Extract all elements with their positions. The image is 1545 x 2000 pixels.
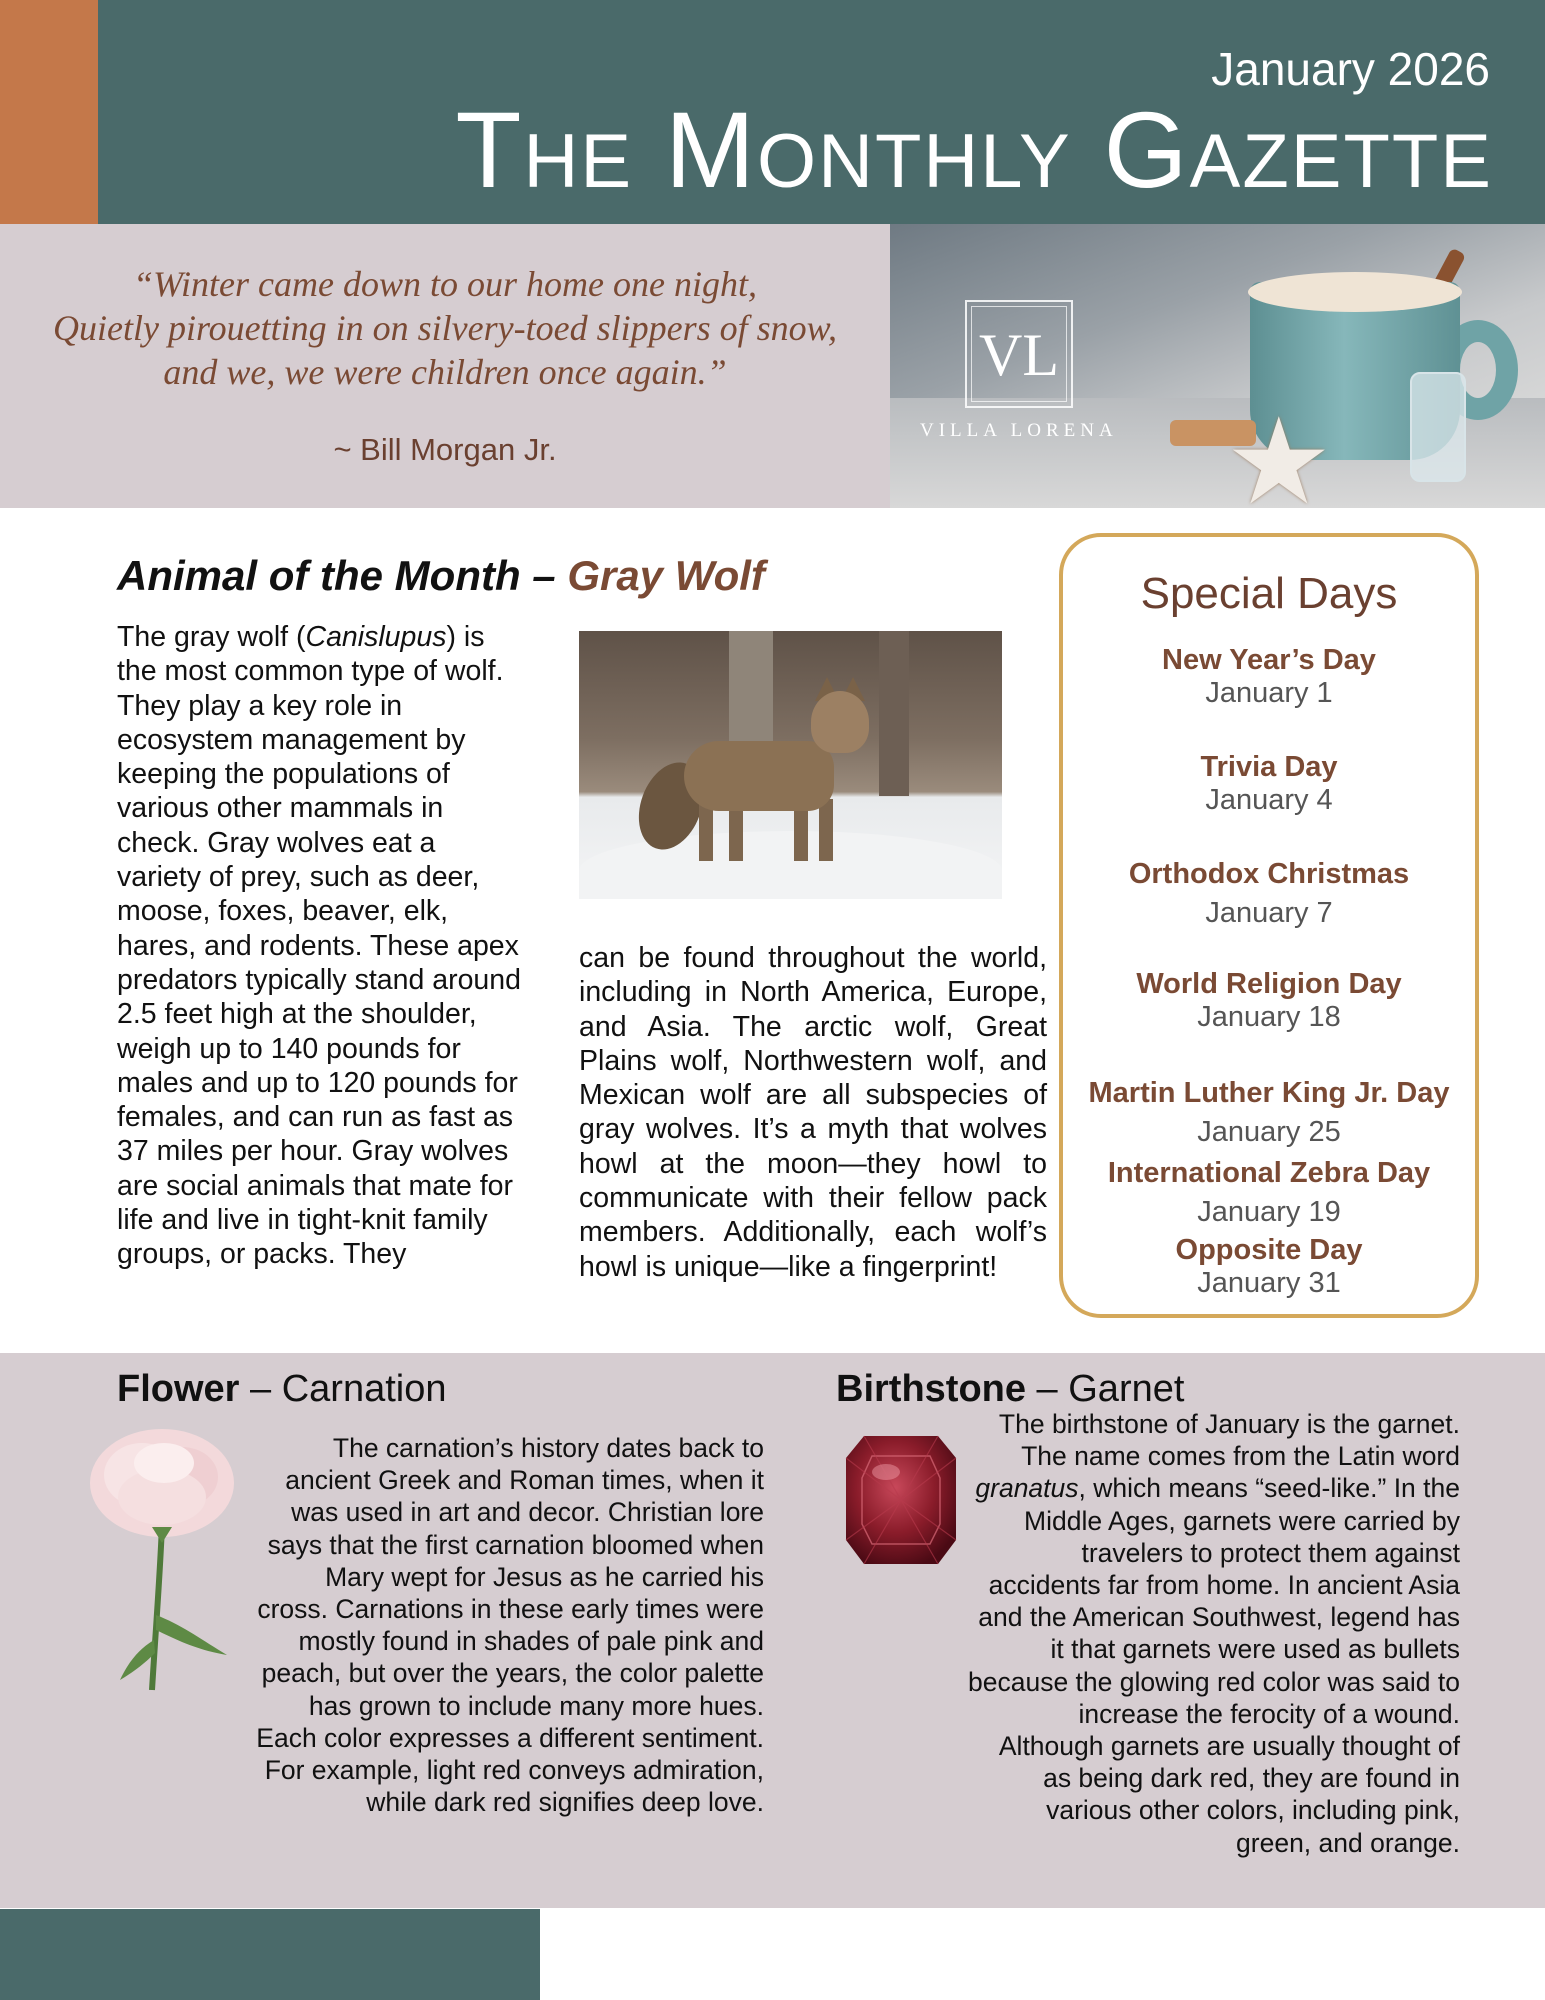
special-day-item [1063, 968, 1475, 1034]
quote-text [30, 262, 860, 394]
flower-name: – Carnation [239, 1368, 447, 1410]
mug-foam [1248, 272, 1462, 312]
garnet-gem-icon [842, 1428, 960, 1572]
special-day-date: January 25 [1197, 1116, 1341, 1148]
villa-lorena-logo [965, 300, 1073, 408]
quote-line: and we, we were children once again.” [163, 352, 727, 392]
wolf-leg [819, 799, 833, 861]
animal-text-column-2: can be found throughout the world, including in North America, Europe, and Asia. The arctic wolf, Great Plains wolf, Northwestern wolf, and Mexican wolf are all subspecies of gray wolves. It’s a myth that wolves howl at the moon—they howl to communicate with their fellow pack members. Additionally, each wolf’s howl is unique—like a fingerprint! [579, 942, 1047, 1283]
newsletter-title: The Monthly Gazette [455, 89, 1493, 210]
flower-label: Flower [117, 1368, 240, 1410]
special-day-item [1063, 1234, 1475, 1300]
animal-text-part: The gray wolf ( [117, 621, 306, 653]
footer-accent-block [0, 1909, 540, 2000]
special-day-name: New Year’s Day [1162, 644, 1376, 676]
animal-heading [117, 552, 765, 600]
birthstone-label: Birthstone [836, 1368, 1026, 1410]
quote-line: “Winter came down to our home one night, [133, 264, 757, 304]
birthstone-text [968, 1408, 1460, 1859]
special-days-title: Special Days [1140, 569, 1398, 618]
quote-section [0, 224, 890, 508]
special-day-item [1063, 1157, 1475, 1229]
hot-cocoa-photo [890, 224, 1545, 508]
snow-jar [1410, 372, 1466, 482]
animal-heading-prefix: Animal of the Month – [117, 552, 568, 599]
special-day-date: January 19 [1197, 1196, 1341, 1228]
special-day-item [1063, 644, 1475, 710]
special-day-date: January 7 [1205, 897, 1333, 929]
wolf-body [684, 741, 834, 811]
quote-line: Quietly pirouetting in on silvery-toed slippers of snow, [53, 308, 837, 348]
animal-heading-name: Gray Wolf [567, 552, 765, 599]
flower-text: The carnation’s history dates back to ancient Greek and Roman times, when it was used in art and decor. Christian lore says that the first carnation bloomed when Mary wept for Jesus as he carried his cross. Carnations in these early times were mostly found in shades of pale pink and peach, but over the years, the color palette has grown to include many more hues. Each color expresses a different sentiment. For example, light red conveys admiration, while dark red signifies deep love. [256, 1433, 764, 1818]
snow-mound [579, 831, 1002, 899]
issue-date: January 2026 [1211, 43, 1490, 95]
scientific-name: Canislupus [305, 621, 447, 653]
special-day-name: Martin Luther King Jr. Day [1088, 1077, 1450, 1109]
star-cookie-icon: ★ [1225, 395, 1333, 508]
gray-wolf-photo [579, 631, 1002, 899]
birthstone-text-part: , which means “seed-like.” In the Middle Ages, garnets were carried by travelers to protect them against accidents far from home. In ancient Asia and the American Southwest, legend has it that garnets were used as bullets because the glowing red color was said to increase the ferocity of a wound. Although garnets are usually thought of as being dark red, they are found in various other colors, including pink, green, and orange. [968, 1473, 1461, 1858]
birthstone-name: – Garnet [1026, 1368, 1185, 1410]
special-day-date: January 1 [1205, 677, 1333, 709]
quote-author: ~ Bill Morgan Jr. [333, 432, 557, 467]
animal-text-column-1 [117, 620, 522, 1272]
logo-monogram: VL [971, 306, 1067, 402]
special-day-date: January 18 [1197, 1001, 1341, 1033]
logo-name: VILLA LORENA [920, 420, 1118, 441]
birthstone-text-part: The birthstone of January is the garnet. The name comes from the Latin word [998, 1409, 1460, 1472]
carnation-flower-icon [82, 1425, 242, 1693]
special-day-date: January 31 [1197, 1267, 1341, 1299]
special-day-date: January 4 [1205, 784, 1333, 816]
special-days-box [1059, 533, 1479, 1318]
special-day-item [1063, 858, 1475, 930]
header-accent-block [0, 0, 98, 224]
header-band [98, 0, 1545, 224]
latin-word: granatus [975, 1473, 1079, 1504]
wolf-head [811, 691, 869, 753]
birthstone-heading [836, 1368, 1184, 1411]
flower-heading [117, 1368, 446, 1411]
special-day-name: World Religion Day [1136, 968, 1402, 1000]
special-day-name: Trivia Day [1200, 751, 1338, 783]
special-day-name: Orthodox Christmas [1128, 858, 1410, 890]
animal-text-part: ) is the most common type of wolf. They play a key role in ecosystem management by keeping the populations of various other mammals in check. Gray wolves eat a variety of prey, such as deer, moose, foxes, beaver, elk, hares, and rodents. These apex predators typically stand around 2.5 feet high at the shoulder, weigh up to 140 pounds for males and up to 120 pounds for females, and can run as fast as 37 miles per hour. Gray wolves are social animals that mate for life and live in tight-knit family groups, or packs. They [117, 621, 521, 1271]
special-day-name: International Zebra Day [1107, 1157, 1431, 1189]
special-day-item [1063, 751, 1475, 817]
special-day-item [1063, 1077, 1475, 1149]
tree-trunk [879, 631, 909, 796]
special-day-name: Opposite Day [1175, 1234, 1363, 1266]
